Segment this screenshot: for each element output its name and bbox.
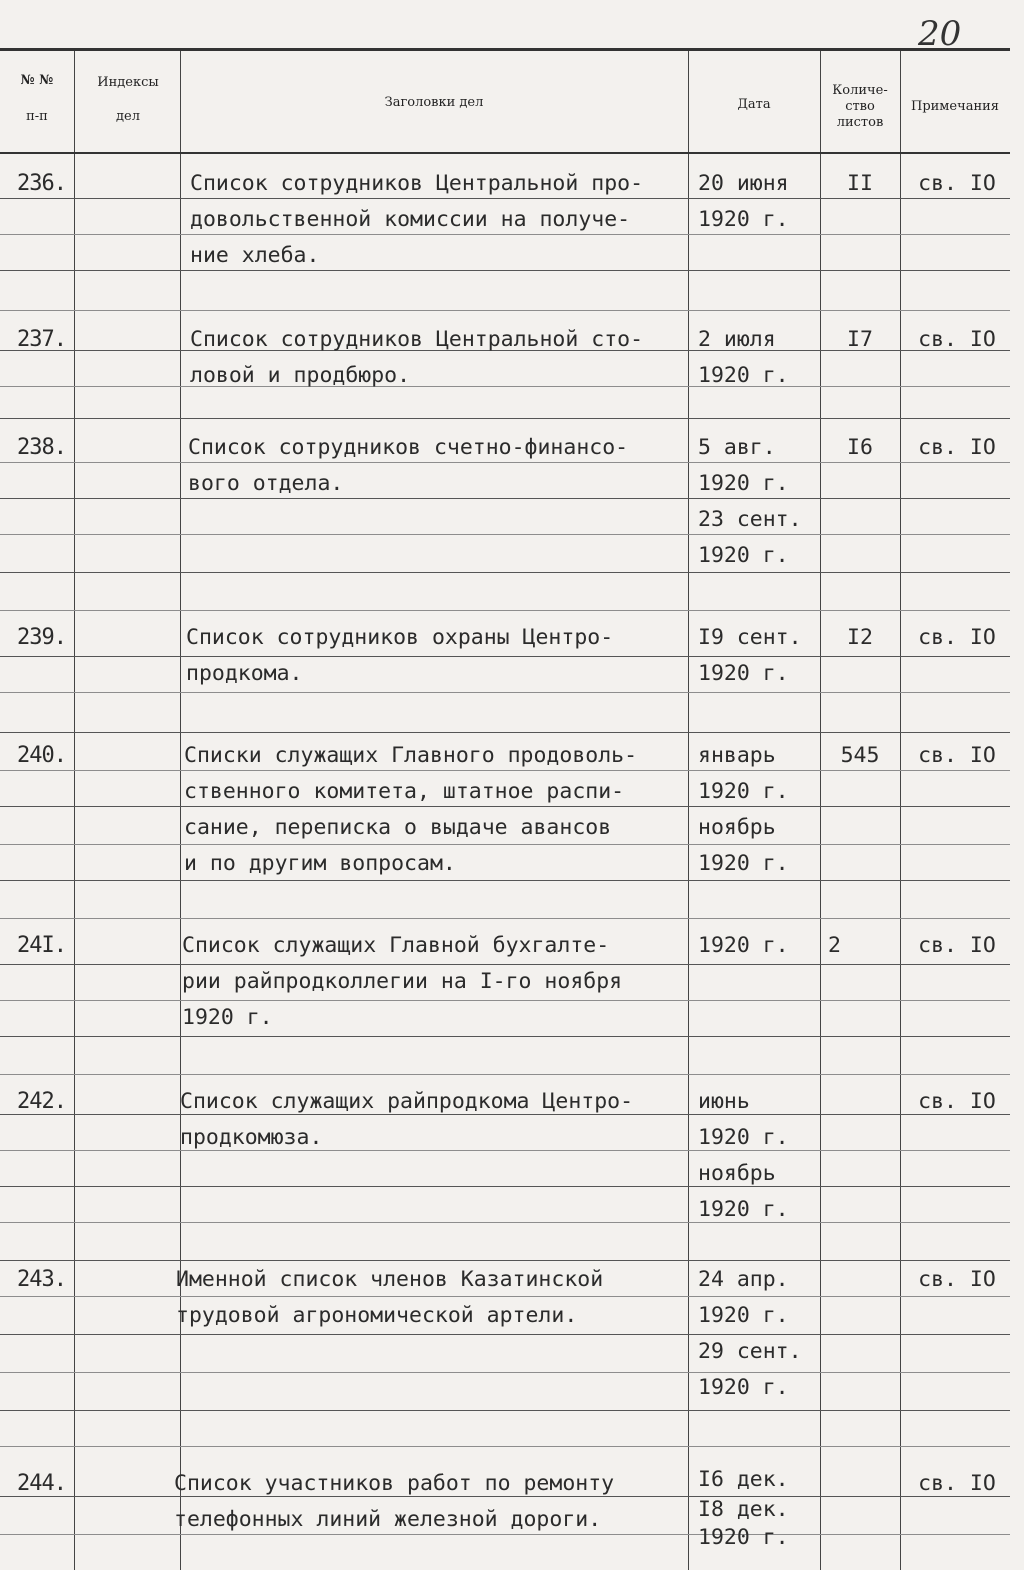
rule-line	[0, 1186, 1010, 1187]
entry-date-line: 5 авг.	[698, 435, 776, 460]
entry-dates	[690, 620, 820, 692]
entry-sheet-count: I7	[847, 327, 873, 352]
entry-date-line: 23 сент.	[698, 507, 802, 532]
rule-line	[0, 732, 1010, 733]
entry-dates	[690, 1466, 820, 1548]
entry-date-line: 1920 г.	[698, 851, 789, 876]
column-divider	[820, 48, 821, 1570]
entry-number: 24I.	[17, 933, 66, 958]
entry-dates	[690, 322, 820, 394]
entry-number: 238.	[17, 435, 66, 460]
rule-line	[0, 1222, 1010, 1223]
entry-title-line: и по другим вопросам.	[184, 851, 456, 876]
header-sheets-3: листов	[836, 115, 884, 130]
page-number: 20	[918, 14, 962, 54]
header-index: Индексы	[97, 75, 159, 90]
header-sheets-1: Количе-	[832, 83, 888, 98]
header-sheets-2: ство	[845, 99, 875, 114]
entry-number: 236.	[17, 171, 66, 196]
entry-title-line: продкома.	[186, 661, 303, 686]
entry-date-line: I8 дек.	[698, 1497, 789, 1522]
entry-title-line: Именной список членов Казатинской	[176, 1267, 604, 1292]
entry-sheet-count: II	[847, 171, 873, 196]
entry-date-line: 1920 г.	[698, 1525, 789, 1550]
entry-title-line: Список служащих райпродкома Центро-	[180, 1089, 634, 1114]
entry-note: св. IO	[918, 1267, 996, 1292]
entry-dates	[690, 430, 820, 574]
entry-title	[174, 1466, 672, 1538]
entry-title-line: Список сотрудников Центральной про-	[190, 171, 644, 196]
entry-date-line: 1920 г.	[698, 661, 789, 686]
header-date: Дата	[737, 97, 771, 112]
entry-title	[180, 1084, 678, 1156]
entry-title-line: Списки служащих Главного продоволь-	[184, 743, 638, 768]
column-divider	[180, 48, 181, 1570]
entry-number: 242.	[17, 1089, 66, 1114]
entry-date-line: 1920 г.	[698, 207, 789, 232]
entry-date-line: 1920 г.	[698, 1197, 789, 1222]
entry-dates	[690, 1262, 820, 1406]
entry-title-line: вого отдела.	[188, 471, 344, 496]
column-divider	[688, 48, 689, 1570]
entry-title-line: рии райпродколлегии на I-го ноября	[182, 969, 623, 994]
entry-title	[182, 928, 680, 1036]
entry-title-line: Список сотрудников охраны Центро-	[186, 625, 614, 650]
entry-note: св. IO	[918, 1471, 996, 1496]
column-divider	[900, 48, 901, 1570]
header-num-sub: п-п	[26, 109, 48, 124]
entry-date-line: 29 сент.	[698, 1339, 802, 1364]
entry-title-line: 1920 г.	[182, 1005, 273, 1030]
rule-line	[0, 1260, 1010, 1261]
entry-title	[186, 620, 684, 692]
entry-date-line: 1920 г.	[698, 543, 789, 568]
entry-date-line: 1920 г.	[698, 363, 789, 388]
entry-title-line: Список участников работ по ремонту	[174, 1471, 615, 1496]
rule-line	[0, 534, 1010, 535]
entry-date-line: 20 июня	[698, 171, 789, 196]
entry-title-line: Список служащих Главной бухгалте-	[182, 933, 610, 958]
entry-dates	[690, 928, 820, 964]
entry-date-line: ноябрь	[698, 815, 776, 840]
entry-sheet-count: 545	[840, 743, 880, 768]
rule-line	[0, 418, 1010, 419]
entry-note: св. IO	[918, 327, 996, 352]
entry-sheet-count: I6	[847, 435, 873, 460]
entry-title	[176, 1262, 674, 1334]
rule-line	[0, 1334, 1010, 1335]
entry-title-line: Список сотрудников Центральной сто-	[190, 327, 644, 352]
rule-line	[0, 1446, 1010, 1447]
rule-line	[0, 1372, 1010, 1373]
entry-dates	[690, 1084, 820, 1228]
entry-title-line: сание, переписка о выдаче авансов	[184, 815, 612, 840]
entry-date-line: 1920 г.	[698, 471, 789, 496]
entry-number: 243.	[17, 1267, 66, 1292]
entry-title-line: Список сотрудников счетно-финансо-	[188, 435, 629, 460]
entry-number: 237.	[17, 327, 66, 352]
entry-date-line: 1920 г.	[698, 1375, 789, 1400]
entry-title-line: довольственной комиссии на получе-	[190, 207, 631, 232]
header-index-sub: дел	[116, 109, 140, 124]
entry-title-line: трудовой агрономической артели.	[176, 1303, 578, 1328]
entry-dates	[690, 166, 820, 238]
entry-date-line: 1920 г.	[698, 1303, 789, 1328]
rule-line	[0, 572, 1010, 573]
entry-date-line: I6 дек.	[698, 1467, 789, 1492]
rule-line	[0, 1074, 1010, 1075]
entry-date-line: 1920 г.	[698, 933, 789, 958]
rule-line	[0, 692, 1010, 693]
entry-date-line: 24 апр.	[698, 1267, 789, 1292]
header-title: Заголовки дел	[384, 95, 484, 110]
entry-date-line: 2 июля	[698, 327, 776, 352]
entry-date-line: январь	[698, 743, 776, 768]
entry-title-line: продкомюза.	[180, 1125, 323, 1150]
rule-line	[0, 918, 1010, 919]
entry-date-line: I9 сент.	[698, 625, 802, 650]
entry-note: св. IO	[918, 933, 996, 958]
column-divider	[74, 48, 75, 1570]
header-bottom-border	[0, 152, 1010, 154]
entry-title-line: ловой и продбюро.	[190, 363, 411, 388]
header-top-border	[0, 48, 1010, 51]
entry-title-line: ственного комитета, штатное распи-	[184, 779, 625, 804]
entry-number: 244.	[17, 1471, 66, 1496]
entry-number: 240.	[17, 743, 66, 768]
entry-sheet-count: 2	[828, 933, 841, 958]
entry-date-line: июнь	[698, 1089, 750, 1114]
header-notes: Примечания	[910, 99, 999, 114]
entry-title	[188, 430, 686, 502]
entry-title	[190, 166, 688, 274]
entry-date-line: 1920 г.	[698, 1125, 789, 1150]
header-num: № №	[20, 73, 54, 88]
entry-sheet-count: I2	[847, 625, 873, 650]
entry-title	[184, 738, 682, 882]
entry-date-line: 1920 г.	[698, 779, 789, 804]
rule-line	[0, 610, 1010, 611]
entry-note: св. IO	[918, 743, 996, 768]
rule-line	[0, 1036, 1010, 1037]
rule-line	[0, 310, 1010, 311]
entry-note: св. IO	[918, 1089, 996, 1114]
entry-title-line: телефонных линий железной дороги.	[174, 1507, 602, 1532]
entry-dates	[690, 738, 820, 882]
entry-note: св. IO	[918, 625, 996, 650]
entry-title-line: ние хлеба.	[190, 243, 320, 268]
entry-title	[190, 322, 688, 394]
entry-note: св. IO	[918, 171, 996, 196]
entry-note: св. IO	[918, 435, 996, 460]
entry-number: 239.	[17, 625, 66, 650]
entry-date-line: ноябрь	[698, 1161, 776, 1186]
rule-line	[0, 1410, 1010, 1411]
